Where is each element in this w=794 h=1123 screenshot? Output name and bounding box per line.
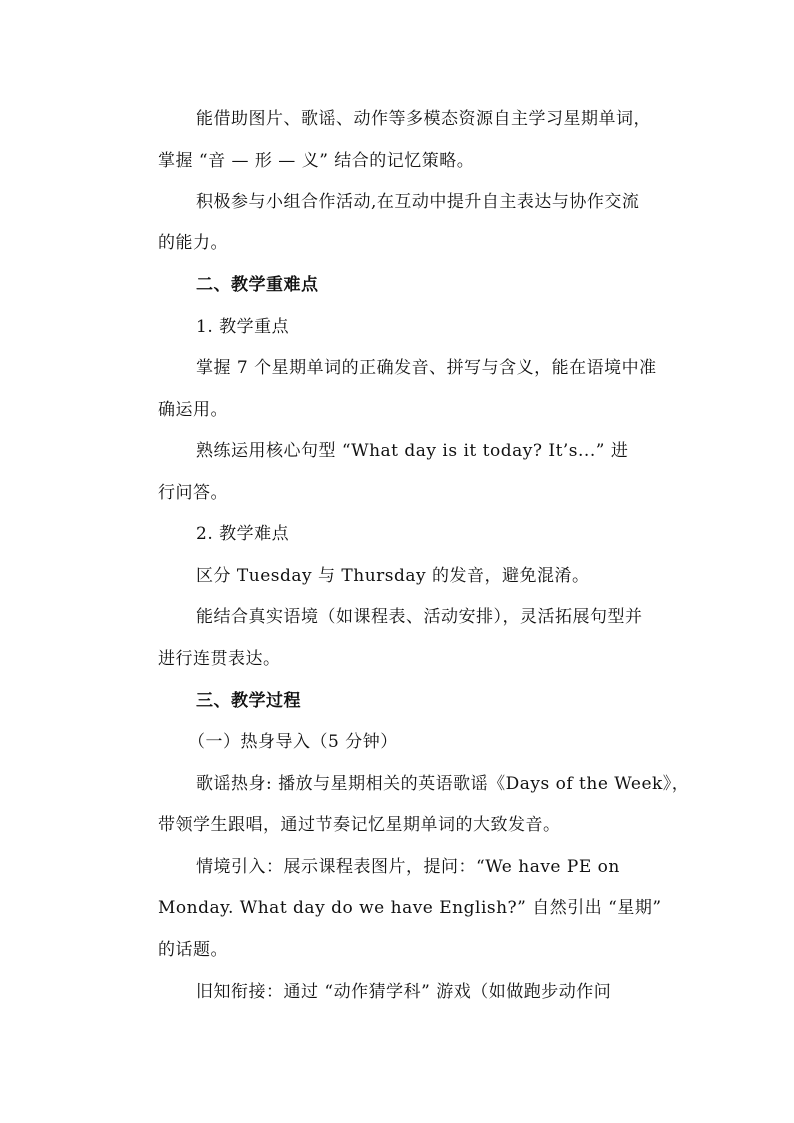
paragraph-line: 区分 Tuesday 与 Thursday 的发音，避免混淆。 [196, 566, 590, 586]
paragraph-line: 的话题。 [158, 940, 228, 960]
paragraph-line: 掌握 7 个星期单词的正确发音、拼写与含义，能在语境中准 [196, 358, 657, 378]
paragraph-line: 掌握 “音 — 形 — 义” 结合的记忆策略。 [158, 151, 475, 171]
subsection-heading: 1. 教学重点 [196, 317, 290, 337]
paragraph-line: 旧知衔接：通过 “动作猜学科” 游戏（如做跑步动作问 [196, 982, 612, 1002]
paragraph-line: 歌谣热身: 播放与星期相关的英语歌谣《Days of the Week》， [196, 774, 690, 794]
paragraph-line: 带领学生跟唱，通过节奏记忆星期单词的大致发音。 [158, 815, 561, 835]
paragraph-line: 进行连贯表达。 [158, 649, 281, 669]
paragraph-line: 行问答。 [158, 483, 228, 503]
section-heading: 三、教学过程 [196, 691, 301, 711]
paragraph-line: 积极参与小组合作活动,在互动中提升自主表达与协作交流 [196, 192, 640, 212]
paragraph-line: 情境引入：展示课程表图片，提问：“We have PE on [196, 857, 620, 877]
paragraph-line: 确运用。 [158, 400, 228, 420]
subsection-heading: 2. 教学难点 [196, 524, 290, 544]
paragraph-line: 能结合真实语境（如课程表、活动安排），灵活拓展句型并 [196, 607, 643, 627]
section-heading: 二、教学重难点 [196, 275, 319, 295]
paragraph-line: 的能力。 [158, 233, 228, 253]
subsection-heading: （一）热身导入（5 分钟） [188, 732, 398, 752]
paragraph-line: 能借助图片、歌谣、动作等多模态资源自主学习星期单词， [196, 109, 651, 129]
paragraph-line: 熟练运用核心句型 “What day is it today? It’s...” 进 [196, 441, 629, 461]
paragraph-line: Monday. What day do we have English?” 自然引出 “星期” [158, 898, 662, 918]
